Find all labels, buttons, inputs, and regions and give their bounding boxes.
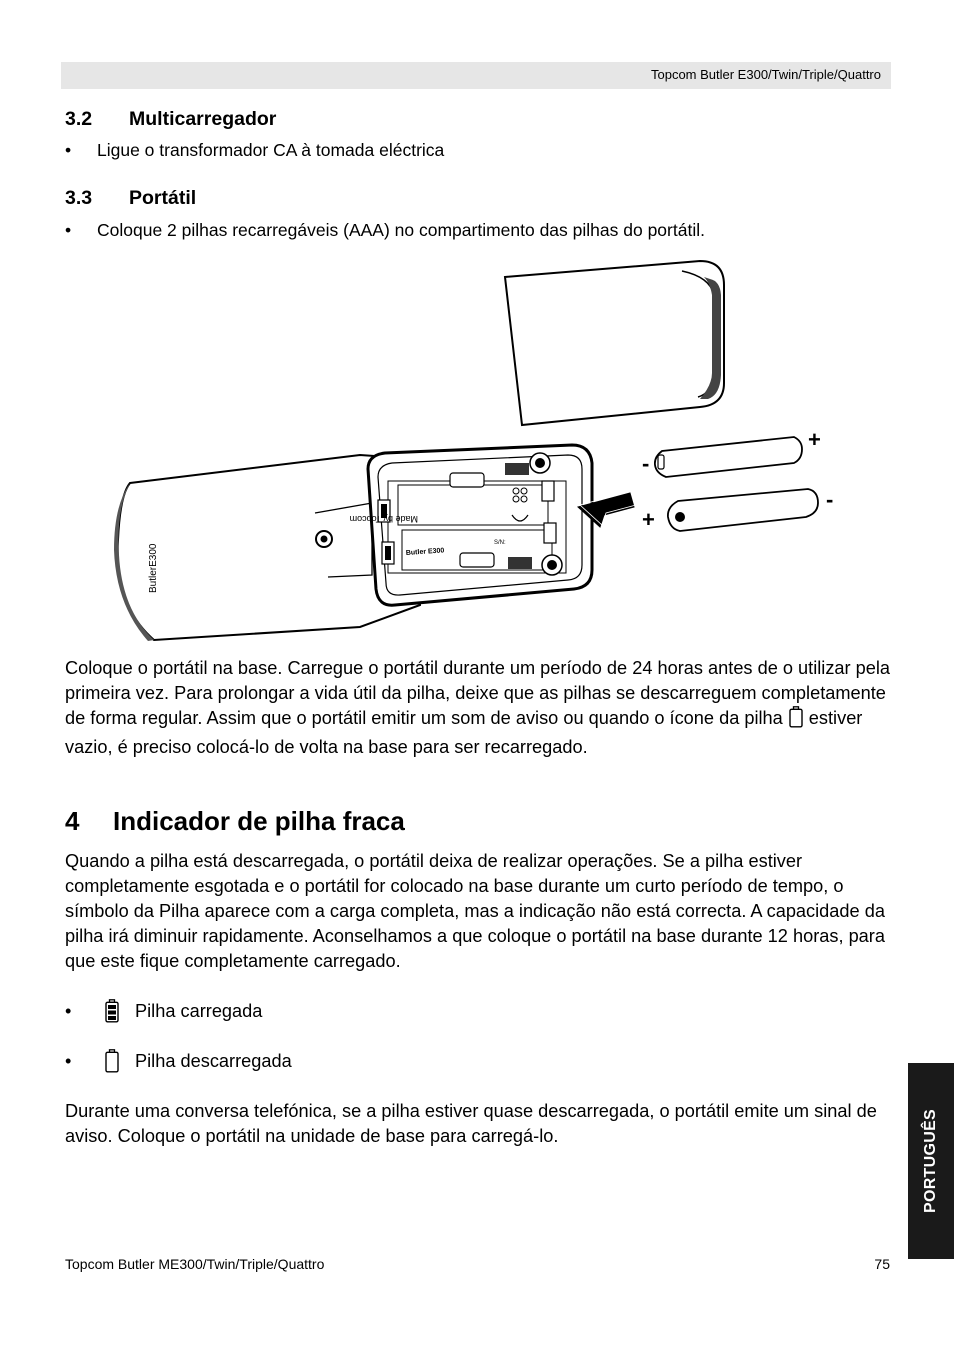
bullet-text: Ligue o transformador CA à tomada eléctrica — [97, 140, 445, 160]
paragraph-text: estiver vazio, é preciso colocá-lo de volta na base para ser recarregado. — [65, 708, 863, 757]
paragraph-text: Coloque o portátil na base. Carregue o portátil durante um período de 24 horas antes de o utilizar pela primeira vez. Para prolongar a vida útil da pilha, deixe que as pilhas se descarreguem completamente de forma regular. Assim que o portátil emitir um som de aviso ou quando o ícone da pilha — [65, 658, 891, 728]
minus-sign: - — [642, 451, 650, 476]
aaa-battery-top — [642, 427, 821, 477]
battery-full-icon — [105, 999, 135, 1023]
chapter-4-heading — [65, 806, 405, 837]
footer-title: Topcom Butler ME300/Twin/Triple/Quattro — [65, 1256, 325, 1272]
battery-installation-illustration — [110, 255, 834, 647]
section-number: 3.2 — [65, 108, 93, 130]
compartment-brand: Butler E300 — [405, 547, 445, 557]
bullet-dot: • — [65, 1050, 72, 1071]
battery-empty-icon — [105, 1049, 135, 1073]
bullet-dot: • — [65, 220, 72, 240]
compartment-label: Made by Topcom — [349, 514, 418, 524]
bullet-text: Coloque 2 pilhas recarregáveis (AAA) no compartimento das pilhas do portátil. — [97, 220, 705, 240]
plus-sign: + — [642, 507, 655, 532]
minus-sign: - — [826, 487, 834, 512]
section-number: 3.3 — [65, 187, 93, 209]
language-label: PORTUGUÊS — [922, 1108, 939, 1214]
header-bar — [61, 62, 891, 89]
chapter-title: Indicador de pilha fraca — [113, 806, 405, 836]
section-title: Multicarregador — [129, 108, 277, 130]
low-battery-paragraph: Quando a pilha está descarregada, o portátil deixa de realizar operações. Se a pilha estiver completamente esgotada e o portátil for colocado na base durante um curto período de tempo, o símbolo da Pilha aparece com a carga completa, mas a indicação não está correcta. A capacidade da pilha irá diminuir rapidamente. Aconselhamos a que coloque o portátil na base durante 12 horas, para que este fique completamente carregado. — [65, 851, 885, 971]
battery-compartment — [350, 445, 592, 605]
battery-full-label: Pilha carregada — [135, 1000, 263, 1021]
battery-cover — [505, 261, 724, 425]
section-3-3-bullet — [65, 219, 705, 241]
serial-label: S/N: — [494, 540, 506, 546]
language-side-tab — [908, 1063, 954, 1259]
battery-empty-icon — [789, 706, 803, 735]
section-3-3-heading — [65, 187, 196, 210]
handset-label: ButlerE300 — [148, 543, 159, 593]
section-3-2-heading — [65, 108, 276, 131]
chapter-number: 4 — [65, 806, 80, 836]
aaa-battery-bottom — [642, 487, 833, 532]
call-warning-paragraph: Durante uma conversa telefónica, se a pilha estiver quase descarregada, o portátil emite um sinal de aviso. Coloque o portátil na unidade de base para carregá-lo. — [65, 1101, 877, 1146]
battery-empty-label: Pilha descarregada — [135, 1050, 292, 1071]
header-title: Topcom Butler E300/Twin/Triple/Quattro — [650, 67, 881, 82]
section-title: Portátil — [129, 187, 197, 209]
page-number: 75 — [874, 1256, 890, 1272]
section-3-2-bullet — [65, 139, 444, 161]
plus-sign: + — [808, 427, 821, 452]
bullet-dot: • — [65, 140, 72, 160]
battery-empty-row — [65, 1044, 292, 1078]
battery-full-row — [65, 994, 262, 1028]
charging-paragraph — [65, 656, 895, 760]
bullet-dot: • — [65, 1000, 72, 1021]
